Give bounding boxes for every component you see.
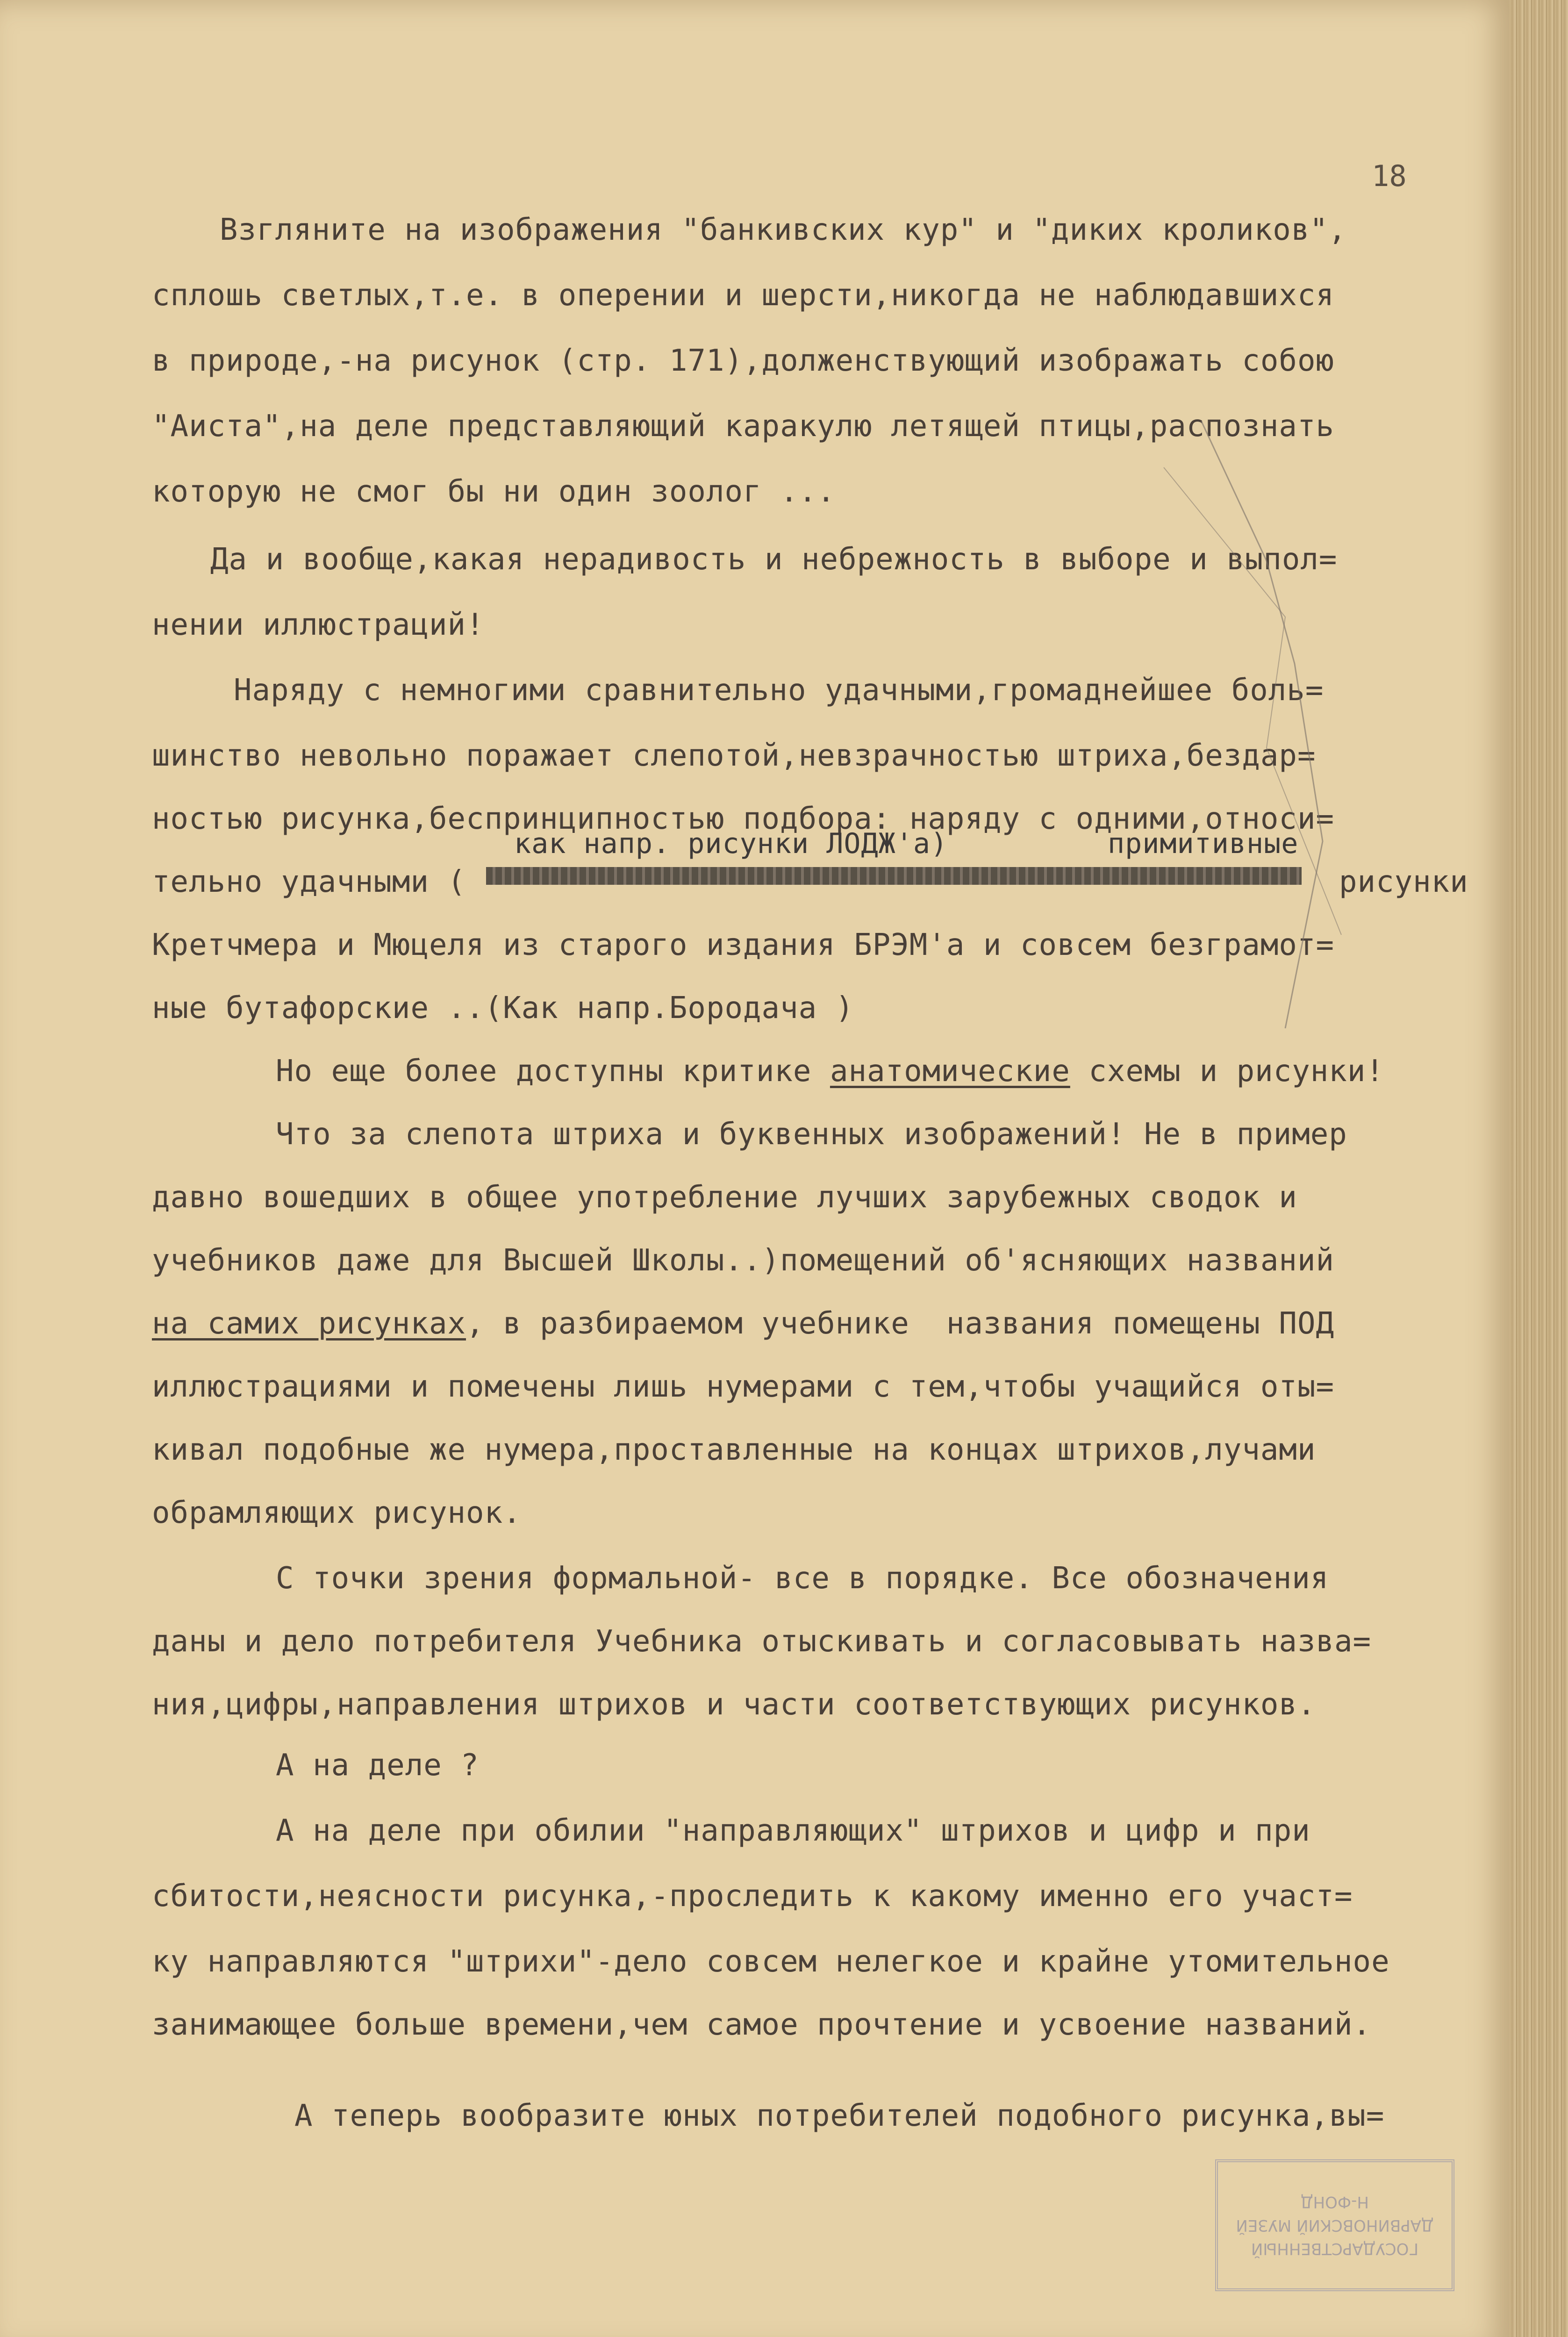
text-segment: схемы и рисунки!	[1070, 1054, 1384, 1089]
stamp-line: ДАРВИНОВСКИЙ МУЗЕЙ	[1236, 2216, 1434, 2235]
text-line: сплошь светлых,т.е. в оперении и шерсти,никогда не наблюдавшихся	[152, 278, 1334, 313]
text-line: А на деле ?	[276, 1748, 479, 1783]
handwritten-insertion-text: примитивные	[1108, 827, 1299, 860]
page-stack-edge	[1510, 0, 1568, 2337]
text-line: ностью рисунка,беспринципностью подбора: наряду с одними,относи=	[152, 802, 1334, 836]
text-line: даны и дело потребителя Учебника отыскивать и согласовывать назва=	[152, 1624, 1372, 1659]
stamp-line: ГОСУДАРСТВЕННЫЙ	[1251, 2239, 1419, 2258]
text-line: тельно удачными (	[152, 865, 466, 899]
page-number: 18	[1372, 159, 1407, 193]
text-line: "Аиста",на деле представляющий каракулю летящей птицы,распознать	[152, 409, 1334, 444]
text-line: нении иллюстраций!	[152, 608, 485, 642]
text-line: сбитости,неясности рисунка,-проследить к какому именно его участ=	[152, 1879, 1353, 1914]
text-line: которую не смог бы ни один зоолог ...	[152, 474, 836, 509]
text-segment: , в разбираемом учебнике названия помещены ПОД	[466, 1306, 1334, 1341]
handwritten-insertion-text: как напр. рисунки ЛОДЖ'а)	[514, 827, 948, 860]
text-segment: Но еще более доступны критике	[276, 1054, 830, 1089]
text-line: Кретчмера и Мюцеля из старого издания БРЭМ'а и совсем безграмот=	[152, 928, 1334, 962]
text-line: иллюстрациями и помечены лишь нумерами с тем,чтобы учащийся оты=	[152, 1369, 1334, 1404]
text-line: Взгляните на изображения "банкивских кур" и "диких кроликов",	[220, 213, 1347, 247]
text-line: ния,цифры,направления штрихов и части соответствующих рисунков.	[152, 1687, 1316, 1722]
text-line: учебников даже для Высшей Школы..)помещений об'ясняющих названий	[152, 1243, 1334, 1278]
text-line: А теперь вообразите юных потребителей подобного рисунка,вы=	[294, 2099, 1385, 2133]
text-line: С точки зрения формальной- все в порядке. Все обозначения	[276, 1561, 1329, 1596]
archive-stamp	[1215, 2159, 1454, 2291]
text-line: ку направляются "штрихи"-дело совсем нелегкое и крайне утомительное	[152, 1944, 1390, 1979]
text-line: давно вошедших в общее употребление лучших зарубежных сводок и	[152, 1180, 1297, 1215]
underlined-word: анатомические	[830, 1054, 1070, 1089]
text-line: Наряду с немногими сравнительно удачными,громаднейшее боль=	[234, 673, 1324, 708]
underlined-phrase: на самих рисунках	[152, 1306, 466, 1341]
text-line: обрамляющих рисунок.	[152, 1496, 522, 1530]
text-line: в природе,-на рисунок (стр. 171),долженствующий изображать собою	[152, 344, 1334, 378]
text-line: занимающее больше времени,чем самое прочтение и усвоение названий.	[152, 2007, 1372, 2042]
text-line: ные бутафорские ..(Как напр.Бородача )	[152, 991, 854, 1025]
text-line: Что за слепота штриха и буквенных изображений! Не в пример	[276, 1117, 1347, 1152]
text-line: шинство невольно поражает слепотой,невзрачностью штриха,бездар=	[152, 738, 1316, 773]
text-line: А на деле при обилии "направляющих" штрихов и цифр и при	[276, 1814, 1310, 1848]
stamp-line: Н-ФОНД	[1301, 2193, 1369, 2211]
text-line: рисунки	[1339, 865, 1468, 899]
pencil-scribble-marks	[1145, 421, 1425, 1122]
text-line	[152, 1306, 1334, 1341]
text-line: кивал подобные же нумера,проставленные на концах штрихов,лучами	[152, 1433, 1316, 1467]
text-line: Да и вообще,какая нерадивость и небрежность в выборе и выпол=	[210, 542, 1338, 577]
